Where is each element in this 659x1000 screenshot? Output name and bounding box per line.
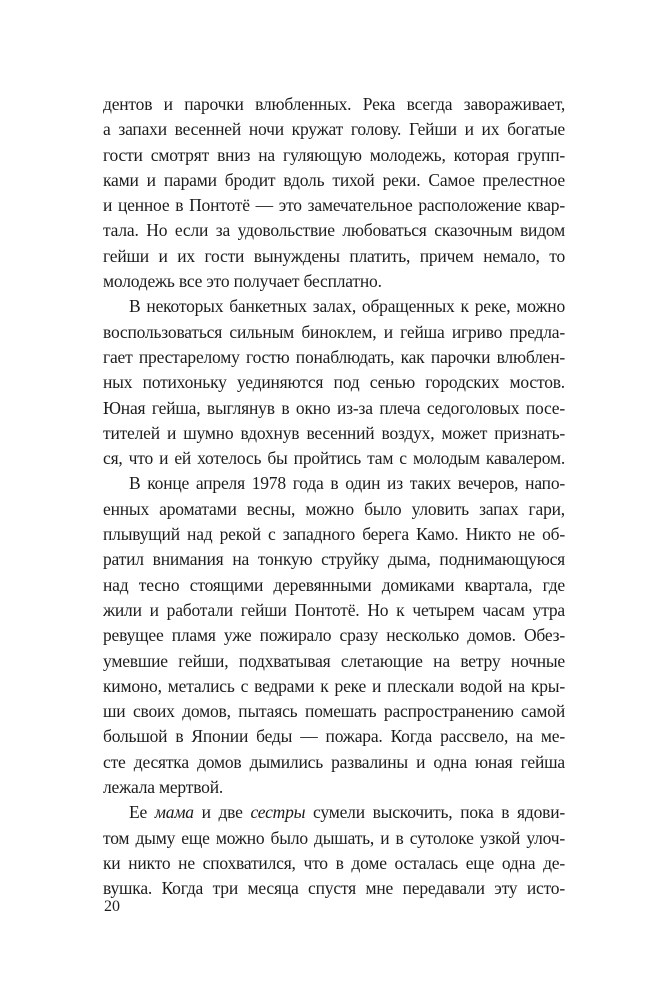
text-line bbox=[103, 396, 565, 421]
text-line bbox=[103, 117, 565, 142]
text-line bbox=[103, 750, 565, 775]
text-line bbox=[103, 446, 565, 471]
text-segment: плывущий над рекой с западного берега Камо. Никто не об- bbox=[103, 524, 565, 545]
text-segment: гает престарелому гостю понаблюдать, как парочки влюблен- bbox=[103, 346, 565, 367]
text-line bbox=[103, 800, 565, 825]
text-line bbox=[103, 851, 565, 876]
text-line bbox=[103, 598, 565, 623]
text-line bbox=[103, 168, 565, 193]
text-line bbox=[103, 193, 565, 218]
text-line bbox=[103, 471, 565, 496]
text-line bbox=[103, 724, 565, 749]
text-segment: гости смотрят вниз на гуляющую молодежь, которая групп- bbox=[103, 144, 565, 165]
text-segment: Юная гейша, выглянув в окно из-за плеча седоголовых посе- bbox=[103, 397, 565, 418]
text-segment: сумели выскочить, пока в ядови- bbox=[305, 802, 565, 823]
text-line bbox=[103, 623, 565, 648]
text-line bbox=[103, 92, 565, 117]
text-segment: и ценное в Понтотё — это замечательное расположение квар- bbox=[103, 195, 565, 216]
text-line bbox=[103, 826, 565, 851]
text-segment: ся, что и ей хотелось бы пройтись там с молодым кавалером. bbox=[103, 448, 565, 469]
text-segment: над тесно стоящими деревянными домиками квартала, где bbox=[103, 574, 565, 595]
text-segment: жили и работали гейши Понтотё. Но к четырем часам утра bbox=[103, 599, 565, 620]
text-line bbox=[103, 320, 565, 345]
paragraph bbox=[103, 294, 565, 471]
text-segment: В некоторых банкетных залах, обращенных к реке, можно bbox=[129, 296, 565, 317]
text-segment: ками и парами бродит вдоль тихой реки. Самое прелестное bbox=[103, 169, 565, 190]
text-segment: тителей и шумно вдохнув весенний воздух, может признать- bbox=[103, 422, 565, 443]
text-segment: молодежь все это получает бесплатно. bbox=[103, 271, 382, 292]
text-line bbox=[103, 218, 565, 243]
text-segment: кимоно, метались с ведрами к реке и плескали водой на кры- bbox=[103, 675, 565, 696]
text-segment: а запахи весенней ночи кружат голову. Гейши и их богатые bbox=[103, 119, 565, 140]
text-segment: лежала мертвой. bbox=[103, 777, 224, 798]
text-segment: В конце апреля 1978 года в один из таких вечеров, напо- bbox=[129, 473, 565, 494]
text-segment: ных потихоньку уединяются под сенью городских мостов. bbox=[103, 372, 565, 393]
text-line bbox=[103, 876, 565, 901]
text-segment: ши своих домов, пытаясь помешать распространению самой bbox=[103, 701, 565, 722]
text-segment: ки никто не спохватился, что в доме осталась еще одна де- bbox=[103, 852, 565, 873]
text-line bbox=[103, 421, 565, 446]
page-number: 20 bbox=[104, 898, 120, 915]
text-line bbox=[103, 244, 565, 269]
text-segment: воспользоваться сильным биноклем, и гейша игриво предла- bbox=[103, 321, 565, 342]
text-line bbox=[103, 143, 565, 168]
text-line bbox=[103, 674, 565, 699]
text-segment: тала. Но если за удовольствие любоваться сказочным видом bbox=[103, 220, 565, 241]
text-line bbox=[103, 775, 565, 800]
text-segment: Ее bbox=[129, 802, 155, 823]
text-segment: вушка. Когда три месяца спустя мне передавали эту исто- bbox=[103, 878, 565, 899]
text-line bbox=[103, 573, 565, 598]
emphasized-text: мама bbox=[154, 802, 194, 823]
text-line bbox=[103, 345, 565, 370]
paragraph bbox=[103, 800, 565, 901]
text-segment: умевшие гейши, подхватывая слетающие на ветру ночные bbox=[103, 650, 565, 671]
paragraph bbox=[103, 471, 565, 800]
emphasized-text: сестры bbox=[250, 802, 306, 823]
paragraph bbox=[103, 92, 565, 294]
text-segment: сте десятка домов дымились развалины и одна юная гейша bbox=[103, 751, 565, 772]
text-line bbox=[103, 547, 565, 572]
text-line bbox=[103, 497, 565, 522]
text-line bbox=[103, 699, 565, 724]
text-segment: ратил внимания на тонкую струйку дыма, поднимающуюся bbox=[103, 549, 565, 570]
text-line bbox=[103, 522, 565, 547]
text-block bbox=[103, 92, 565, 902]
text-segment: гейши и их гости вынуждены платить, причем немало, то bbox=[103, 245, 565, 266]
text-line bbox=[103, 370, 565, 395]
text-segment: и две bbox=[193, 802, 251, 823]
text-segment: ревущее пламя уже пожирало сразу несколько домов. Обез- bbox=[103, 625, 565, 646]
text-line bbox=[103, 294, 565, 319]
text-segment: большой в Японии беды — пожара. Когда рассвело, на ме- bbox=[103, 726, 565, 747]
text-line bbox=[103, 269, 565, 294]
text-segment: том дыму еще можно было дышать, и в сутолоке узкой улоч- bbox=[103, 827, 565, 848]
text-segment: енных ароматами весны, можно было уловить запах гари, bbox=[103, 498, 565, 519]
text-line bbox=[103, 649, 565, 674]
text-segment: дентов и парочки влюбленных. Река всегда завораживает, bbox=[103, 94, 565, 114]
